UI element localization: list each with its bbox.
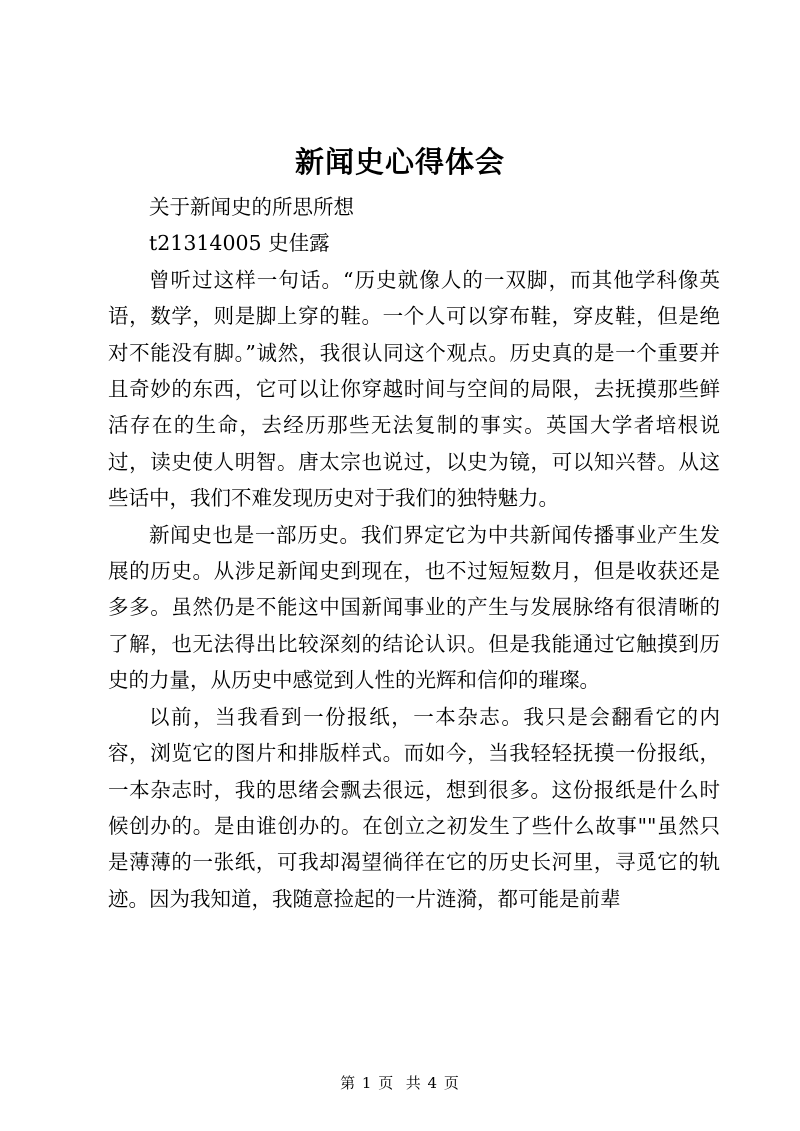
page-footer [0,1072,800,1093]
body-paragraph: 新闻史也是一部历史。我们界定它为中共新闻传播事业产生发展的历史。从涉足新闻史到现在，也不过短短数月，但是收获还是多多。虽然仍是不能这中国新闻事业的产生与发展脉络有很清晰的了解，也无法得出比较深刻的结论认识。但是我能通过它触摸到历史的力量，从历史中感觉到人性的光辉和信仰的璀璨。 [108,522,720,693]
page-number-label: 第 1 页 共 4 页 [340,1074,460,1092]
document-body [108,189,720,917]
subtitle-paragraph: 关于新闻史的所思所想 [149,195,354,219]
body-paragraph: 以前，当我看到一份报纸，一本杂志。我只是会翻看它的内容，浏览它的图片和排版样式。而如今，当我轻轻抚摸一份报纸，一本杂志时，我的思绪会飘去很远，想到很多。这份报纸是什么时候创办的。是由谁创办的。在创立之初发生了些什么故事""虽然只是薄薄的一张纸，可我却渴望徜徉在它的历史长河里，寻觅它的轨迹。因为我知道，我随意捡起的一片涟漪，都可能是前辈 [108,704,720,911]
author-paragraph: t21314005 史佳露 [149,231,330,256]
document-title: 新闻史心得体会 [294,145,505,179]
body-paragraph: 曾听过这样一句话。“历史就像人的一双脚，而其他学科像英语，数学，则是脚上穿的鞋。一个人可以穿布鞋，穿皮鞋，但是绝对不能没有脚。”诚然，我很认同这个观点。历史真的是一个重要并且奇妙的东西，它可以让你穿越时间与空间的局限，去抚摸那些鲜活存在的生命，去经历那些无法复制的事实。英国大学者培根说过，读史使人明智。唐太宗也说过，以史为镜，可以知兴替。从这些话中，我们不难发现历史对于我们的独特魅力。 [108,267,720,511]
